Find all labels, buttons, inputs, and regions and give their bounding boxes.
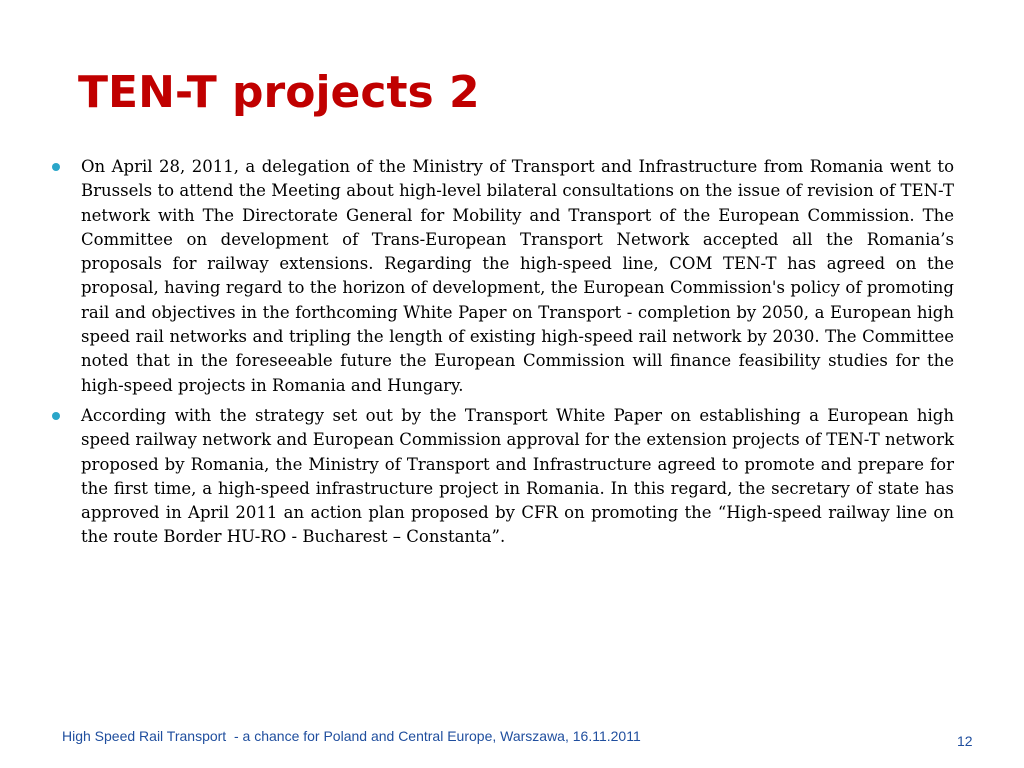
slide-title: TEN-T projects 2 bbox=[78, 67, 480, 118]
bullet-text: According with the strategy set out by the Transport White Paper on establishing a European high speed railway network and European Commission approval for the extension projects of TEN-T network proposed by Romania, the Ministry of Transport and Infrastructure agreed to promote and prepare for the first time, a high-speed infrastructure project in Romania. In this regard, the secretary of state has approved in April 2011 an action plan proposed by CFR on promoting the “High-speed railway line on the route Border HU-RO - Bucharest – Constanta”. bbox=[81, 405, 954, 547]
bullet-dot-icon bbox=[52, 412, 60, 420]
bullet-item bbox=[50, 155, 954, 398]
footer-text: High Speed Rail Transport - a chance for Poland and Central Europe, Warszawa, 16.11.2011 bbox=[62, 728, 641, 744]
bullet-list bbox=[50, 155, 954, 556]
bullet-item bbox=[50, 404, 954, 550]
bullet-text: On April 28, 2011, a delegation of the Ministry of Transport and Infrastructure from Romania went to Brussels to attend the Meeting about high-level bilateral consultations on the issue of revision of TEN-T network with The Directorate General for Mobility and Transport of the European Commission. The Committee on development of Trans-European Transport Network accepted all the Romania’s proposals for railway extensions. Regarding the high-speed line, COM TEN-T has agreed on the proposal, having regard to the horizon of development, the European Commission's policy of promoting rail and objectives in the forthcoming White Paper on Transport - completion by 2050, a European high speed rail networks and tripling the length of existing high-speed rail network by 2030. The Committee noted that in the foreseeable future the European Commission will finance feasibility studies for the high-speed projects in Romania and Hungary. bbox=[81, 157, 954, 395]
bullet-dot-icon bbox=[52, 163, 60, 171]
page-number: 12 bbox=[957, 733, 973, 749]
